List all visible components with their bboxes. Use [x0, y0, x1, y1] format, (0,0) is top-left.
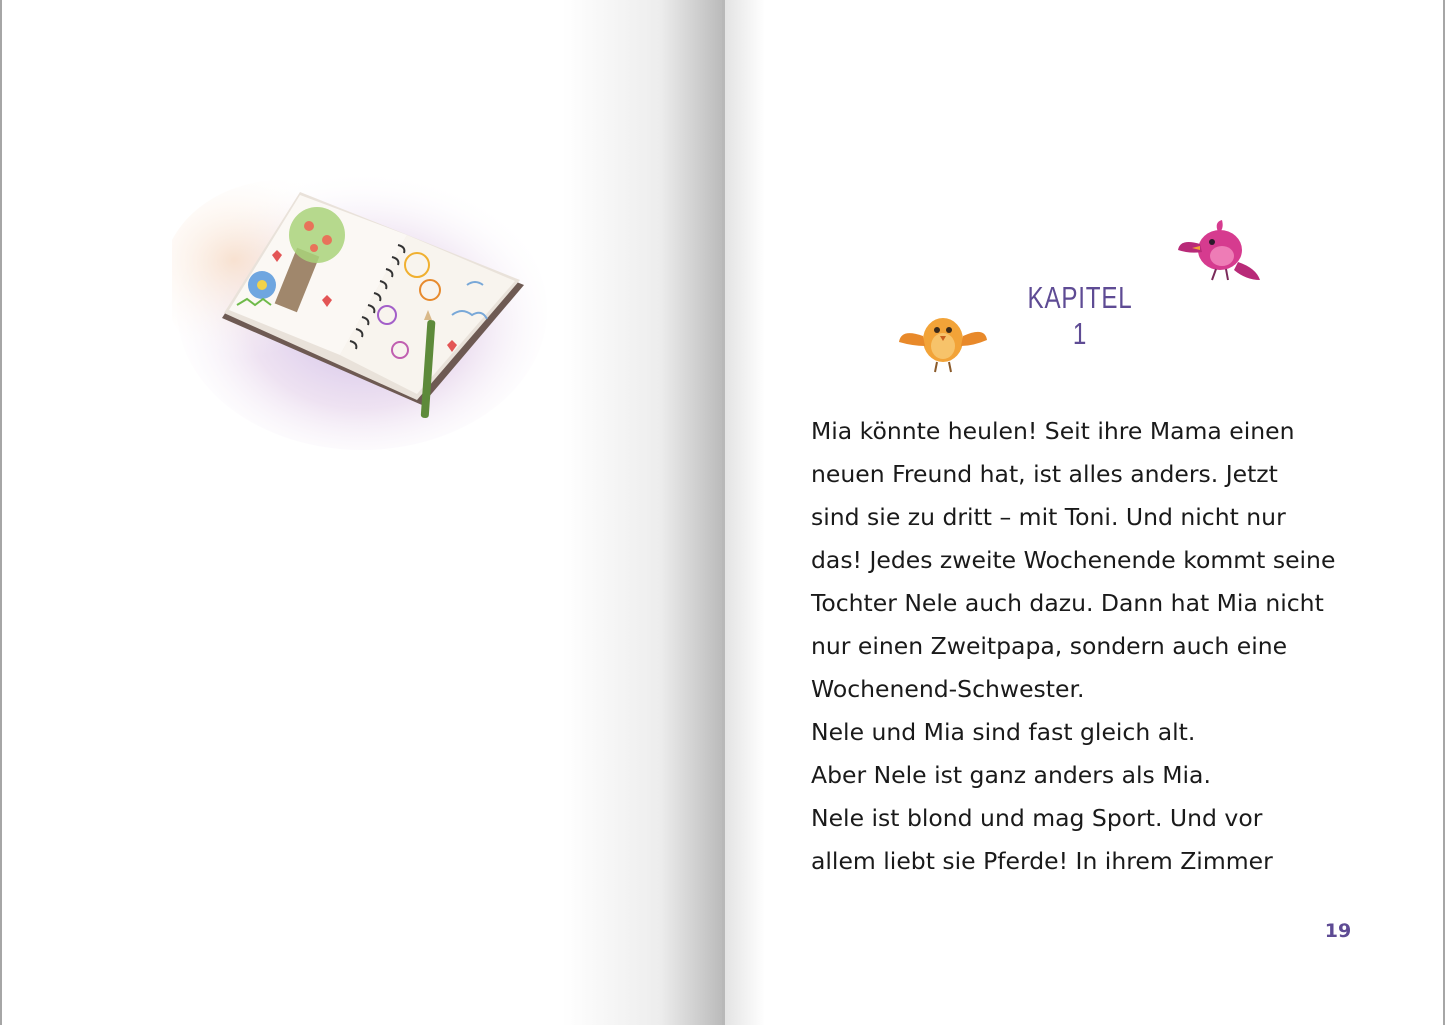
text-line: neuen Freund hat, ist alles anders. Jetzt — [811, 460, 1278, 488]
page-number: 19 — [1324, 920, 1352, 942]
gutter-shadow-right — [725, 0, 765, 1025]
text-line: sind sie zu dritt – mit Toni. Und nicht nur — [811, 503, 1286, 531]
text-line: Aber Nele ist ganz anders als Mia. — [811, 761, 1211, 789]
text-line: Nele ist blond und mag Sport. Und vor — [811, 804, 1263, 832]
text-line: Mia könnte heulen! Seit ihre Mama einen — [811, 417, 1295, 445]
orange-bird-icon — [895, 298, 990, 376]
text-line: Nele und Mia sind fast gleich alt. — [811, 718, 1196, 746]
body-text — [811, 410, 1371, 883]
gutter-shadow — [562, 0, 725, 1025]
text-line: Tochter Nele auch dazu. Dann hat Mia nicht — [811, 589, 1324, 617]
text-line: Wochenend-Schwester. — [811, 675, 1085, 703]
text-line: nur einen Zweitpapa, sondern auch eine — [811, 632, 1288, 660]
sketchbook-illustration — [172, 150, 552, 460]
pink-bird-icon — [1170, 212, 1265, 292]
chapter-title: KAPITEL 1 — [1027, 280, 1133, 351]
text-line: das! Jedes zweite Wochenende kommt seine — [811, 546, 1336, 574]
text-line: allem liebt sie Pferde! In ihrem Zimmer — [811, 847, 1273, 875]
